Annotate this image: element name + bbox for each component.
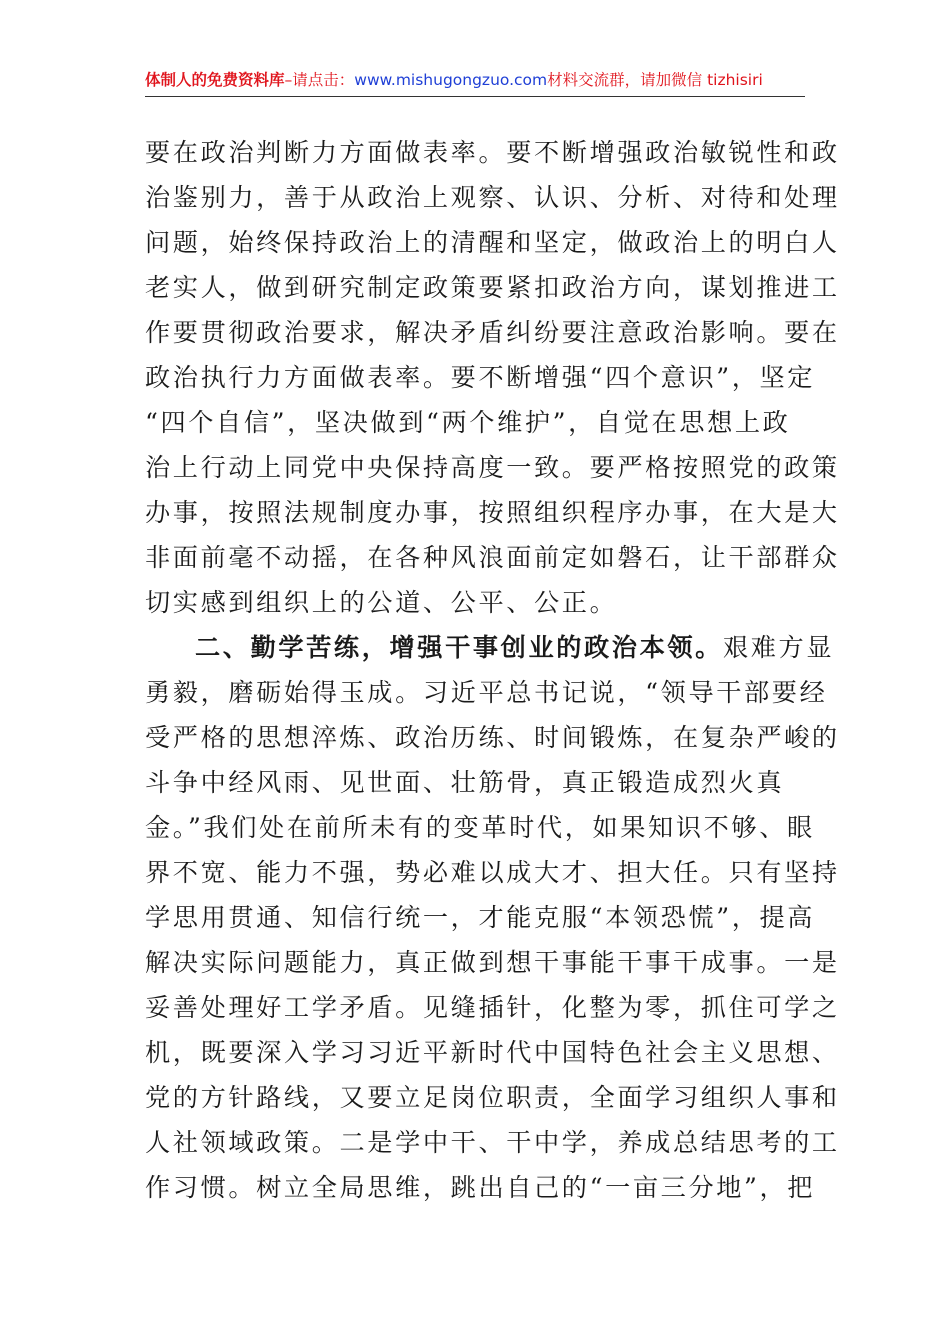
text-line: 老实人，做到研究制定政策要紧扣政治方向，谋划推进工	[145, 273, 840, 302]
section-heading: 二、勤学苦练，增强干事创业的政治本领。	[195, 633, 723, 662]
text-line: 作要贯彻政治要求，解决矛盾纠纷要注意政治影响。要在	[145, 318, 840, 347]
header-dash: –	[284, 71, 293, 89]
text-line: 治上行动上同党中央保持高度一致。要严格按照党的政策	[145, 453, 840, 482]
text-line: 切实感到组织上的公道、公平、公正。	[145, 588, 618, 617]
text-line: 作习惯。树立全局思维，跳出自己的“一亩三分地”，把	[145, 1173, 816, 1202]
heading-line-continuation: 艰难方显	[722, 633, 835, 662]
text-line: 受严格的思想淬炼、政治历练、时间锻炼，在复杂严峻的	[145, 723, 840, 752]
header-brand: 体制人的免费资料库	[145, 71, 285, 89]
text-line: 解决实际问题能力，真正做到想干事能干事干成事。一是	[145, 948, 840, 977]
text-line: 学思用贯通、知信行统一，才能克服“本领恐慌”，提高	[145, 903, 816, 932]
header-url-link[interactable]: www.mishugongzuo.com	[354, 71, 548, 89]
text-line: 勇毅，磨砺始得玉成。习近平总书记说，“领导干部要经	[145, 678, 828, 707]
text-line: 党的方针路线，又要立足岗位职责，全面学习组织人事和	[145, 1083, 840, 1112]
text-line: 人社领域政策。二是学中干、干中学，养成总结思考的工	[145, 1128, 840, 1157]
header-prompt: 请点击：	[292, 71, 355, 89]
document-body	[145, 130, 840, 1210]
header-divider	[145, 96, 805, 97]
text-line: 问题，始终保持政治上的清醒和坚定，做政治上的明白人	[145, 228, 840, 257]
paragraph-2	[145, 625, 840, 1210]
page-header-banner	[145, 66, 805, 94]
text-line: 界不宽、能力不强，势必难以成大才、担大任。只有坚持	[145, 858, 840, 887]
text-line: 政治执行力方面做表率。要不断增强“四个意识”，坚定	[145, 363, 816, 392]
text-line: 非面前毫不动摇，在各种风浪面前定如磐石，让干部群众	[145, 543, 840, 572]
text-line: 治鉴别力，善于从政治上观察、认识、分析、对待和处理	[145, 183, 840, 212]
text-line: 机，既要深入学习习近平新时代中国特色社会主义思想、	[145, 1038, 840, 1067]
text-line: 妥善处理好工学矛盾。见缝插针，化整为零，抓住可学之	[145, 993, 840, 1022]
paragraph-1	[145, 130, 840, 625]
text-line: 要在政治判断力方面做表率。要不断增强政治敏锐性和政	[145, 138, 840, 167]
text-line: 办事，按照法规制度办事，按照组织程序办事，在大是大	[145, 498, 840, 527]
text-line: 斗争中经风雨、见世面、壮筋骨，真正锻造成烈火真	[145, 768, 785, 797]
text-line: “四个自信”，坚决做到“两个维护”，自觉在思想上政	[145, 408, 791, 437]
header-contact-text: 材料交流群，请加微信 tizhisiri	[547, 71, 763, 89]
text-line: 金。”我们处在前所未有的变革时代，如果知识不够、眼	[145, 813, 815, 842]
section-heading-line	[145, 625, 835, 670]
